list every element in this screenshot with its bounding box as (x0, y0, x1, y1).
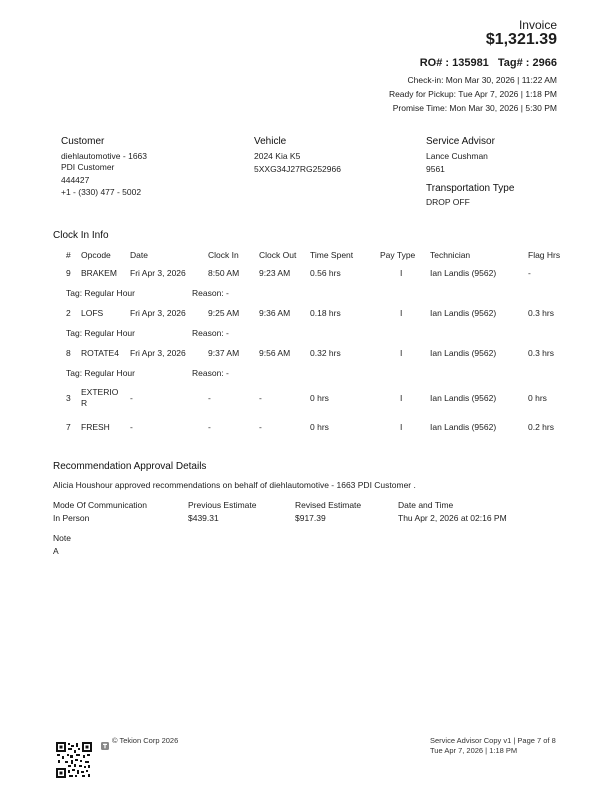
row-num: 7 (66, 422, 71, 432)
recommendation-statement: Alicia Houshour approved recommendations on behalf of diehlautomotive - 1663 PDI Customer . (53, 480, 416, 490)
row-clock-out: - (259, 393, 262, 403)
row-time-spent: 0.18 hrs (310, 308, 341, 318)
print-timestamp: Tue Apr 7, 2026 | 1:18 PM (430, 746, 518, 755)
customer-name: diehlautomotive - 1663 (61, 151, 148, 161)
row-opcode: LOFS (81, 308, 104, 318)
tekion-logo-icon (101, 737, 109, 755)
ready-time: Ready for Pickup: Tue Apr 7, 2026 | 1:18 PM (388, 89, 557, 99)
row-flag-hrs: 0 hrs (528, 393, 547, 403)
row-pay-type: I (400, 268, 403, 278)
transport-label: Transportation Type (426, 183, 515, 194)
row-flag-hrs: 0.3 hrs (528, 308, 554, 318)
invoice-title: Invoice (518, 18, 557, 32)
revised-estimate-label: Revised Estimate (295, 500, 362, 510)
revised-estimate-value: $917.39 (295, 513, 326, 523)
row-num: 8 (66, 348, 71, 358)
col-header-date: Date (130, 250, 148, 260)
row-date: - (130, 393, 133, 403)
row-flag-hrs: - (528, 268, 531, 278)
col-header-flag-hrs: Flag Hrs (528, 250, 561, 260)
row-clock-in: - (208, 422, 211, 432)
row-pay-type: I (400, 422, 403, 432)
vehicle-model: 2024 Kia K5 (254, 151, 301, 161)
row-clock-out: - (259, 422, 262, 432)
previous-estimate-value: $439.31 (188, 513, 219, 523)
advisor-label: Service Advisor (426, 136, 495, 147)
row-technician: Ian Landis (9562) (430, 268, 497, 278)
promise-time: Promise Time: Mon Mar 30, 2026 | 5:30 PM (392, 103, 557, 113)
ro-number: 135981 (452, 57, 489, 69)
row-technician: Ian Landis (9562) (430, 393, 497, 403)
row-date: Fri Apr 3, 2026 (130, 308, 186, 318)
row-tag: Tag: Regular Hour (66, 328, 135, 338)
row-clock-in: 9:25 AM (208, 308, 240, 318)
row-technician: Ian Landis (9562) (430, 422, 497, 432)
row-tag: Tag: Regular Hour (66, 368, 135, 378)
row-technician: Ian Landis (9562) (430, 348, 497, 358)
row-clock-out: 9:36 AM (259, 308, 291, 318)
row-flag-hrs: 0.3 hrs (528, 348, 554, 358)
invoice-amount: $1,321.39 (485, 31, 557, 48)
date-time-label: Date and Time (398, 500, 454, 510)
row-time-spent: 0 hrs (310, 422, 329, 432)
customer-id: 444427 (61, 175, 90, 185)
advisor-id: 9561 (426, 164, 445, 174)
clock-in-title: Clock In Info (53, 230, 109, 241)
row-technician: Ian Landis (9562) (430, 308, 497, 318)
row-clock-out: 9:23 AM (259, 268, 291, 278)
col-header-technician: Technician (430, 250, 471, 260)
row-num: 3 (66, 393, 71, 403)
col-header-time-spent: Time Spent (310, 250, 354, 260)
vehicle-label: Vehicle (254, 136, 287, 147)
qr-code-icon (56, 742, 92, 783)
row-flag-hrs: 0.2 hrs (528, 422, 554, 432)
row-clock-in: - (208, 393, 211, 403)
row-num: 9 (66, 268, 71, 278)
customer-phone: +1 - (330) 477 - 5002 (61, 187, 142, 197)
row-reason: Reason: - (192, 328, 229, 338)
row-opcode: FRESH (81, 422, 110, 432)
row-date: - (130, 422, 133, 432)
row-reason: Reason: - (192, 288, 229, 298)
row-clock-out: 9:56 AM (259, 348, 291, 358)
row-time-spent: 0.56 hrs (310, 268, 341, 278)
row-date: Fri Apr 3, 2026 (130, 268, 186, 278)
row-tag: Tag: Regular Hour (66, 288, 135, 298)
transport-type: DROP OFF (426, 197, 470, 207)
row-opcode: EXTERIO R (81, 387, 119, 408)
row-pay-type: I (400, 308, 403, 318)
row-time-spent: 0 hrs (310, 393, 329, 403)
copy-info: Service Advisor Copy v1 | Page 7 of 8 (430, 736, 556, 745)
col-header-num: # (66, 250, 71, 260)
tag-number: 2966 (532, 57, 557, 69)
previous-estimate-label: Previous Estimate (188, 500, 257, 510)
copyright-text: © Tekion Corp 2026 (112, 736, 179, 745)
col-header-pay-type: Pay Type (380, 250, 416, 260)
row-num: 2 (66, 308, 71, 318)
advisor-name: Lance Cushman (426, 151, 488, 161)
checkin-time: Check-in: Mon Mar 30, 2026 | 11:22 AM (407, 75, 557, 85)
row-date: Fri Apr 3, 2026 (130, 348, 186, 358)
customer-type: PDI Customer (61, 162, 115, 172)
customer-label: Customer (61, 136, 105, 147)
row-pay-type: I (400, 393, 403, 403)
mode-label: Mode Of Communication (53, 500, 148, 510)
col-header-clock-in: Clock In (208, 250, 239, 260)
col-header-clock-out: Clock Out (259, 250, 297, 260)
note-label: Note (53, 533, 71, 543)
date-time-value: Thu Apr 2, 2026 at 02:16 PM (398, 513, 507, 523)
ro-tag-line: RO# : 135981 Tag# : 2966 (419, 57, 557, 69)
row-clock-in: 9:37 AM (208, 348, 240, 358)
vehicle-vin: 5XXG34J27RG252966 (254, 164, 341, 174)
row-opcode: ROTATE4 (81, 348, 119, 358)
row-reason: Reason: - (192, 368, 229, 378)
mode-value: In Person (53, 513, 90, 523)
note-value: A (53, 546, 59, 556)
col-header-opcode: Opcode (81, 250, 111, 260)
row-clock-in: 8:50 AM (208, 268, 240, 278)
recommendation-title: Recommendation Approval Details (53, 461, 207, 472)
row-pay-type: I (400, 348, 403, 358)
row-time-spent: 0.32 hrs (310, 348, 341, 358)
row-opcode: BRAKEM (81, 268, 117, 278)
